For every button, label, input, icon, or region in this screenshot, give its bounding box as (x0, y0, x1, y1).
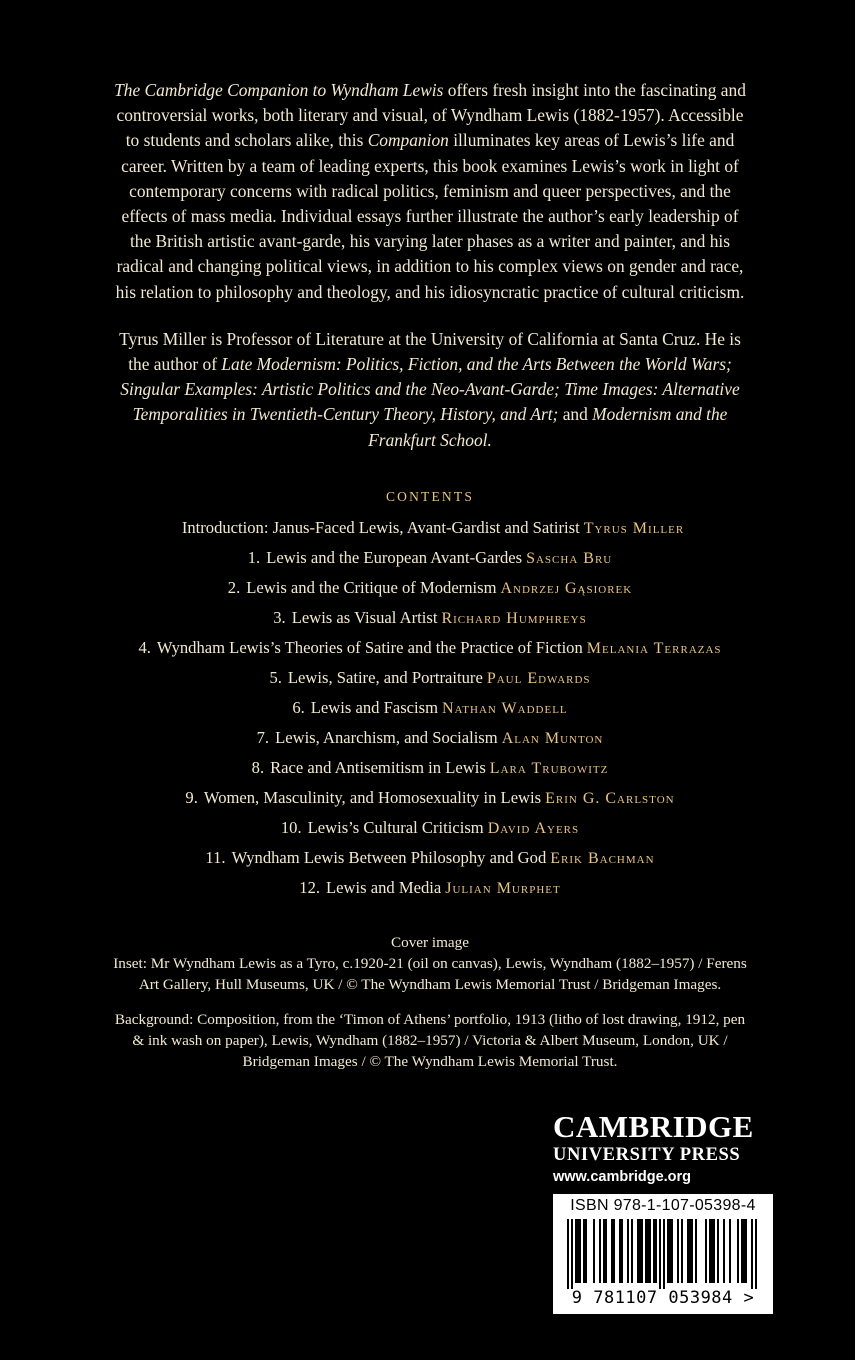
barcode-bar (655, 1219, 657, 1283)
barcode-bar (669, 1219, 671, 1283)
publisher-subname: UNIVERSITY PRESS (553, 1145, 741, 1165)
toc-item: 3. Lewis as Visual Artist Richard Humphreys (273, 608, 587, 627)
publisher-logo (553, 1110, 775, 1188)
contributor-name: Lara Trubowitz (489, 760, 609, 777)
contributor-name: Tyrus Miller (583, 520, 685, 537)
toc-item: 8. Race and Antisemitism in Lewis Lara Trubowitz (251, 758, 609, 777)
book-description (110, 78, 750, 453)
barcode-bar (649, 1219, 651, 1283)
barcode-bar (621, 1219, 623, 1283)
barcode-bar (653, 1219, 655, 1283)
toc-item: 11. Wyndham Lewis Between Philosophy and God Erik Bachman (205, 848, 655, 867)
toc-item: 10. Lewis’s Cultural Criticism David Ayers (280, 818, 580, 837)
cover-credits (110, 932, 750, 1072)
barcode-bar (631, 1219, 633, 1283)
barcode-bar (575, 1219, 577, 1283)
barcode-bar (605, 1219, 607, 1283)
barcode-bar (583, 1219, 585, 1283)
barcode-bar (711, 1219, 713, 1283)
barcode-bar (645, 1219, 647, 1283)
barcode-bar (671, 1219, 673, 1283)
barcode-bar (613, 1219, 615, 1283)
contributor-name: Paul Edwards (486, 670, 591, 687)
contributor-name: Sascha Bru (526, 550, 613, 567)
book-title: The Cambridge Companion to Wyndham Lewis (114, 80, 444, 100)
barcode-bar (647, 1219, 649, 1283)
barcode-bar (667, 1219, 669, 1283)
toc-item: 7. Lewis, Anarchism, and Socialism Alan Munton (256, 728, 604, 747)
toc-item: 9. Women, Masculinity, and Homosexuality in Lewis Erin G. Carlston (185, 788, 675, 807)
barcode-bar (705, 1219, 707, 1283)
barcode-bar (737, 1219, 739, 1283)
inset-credit: Inset: Mr Wyndham Lewis as a Tyro, c.1920-21 (oil on canvas), Lewis, Wyndham (1882–1957) / Ferens Art Gallery, Hull Museums, UK / © The Wyndham Lewis Memorial Trust / Bridgeman Images. (113, 955, 747, 993)
contributor-name: Erik Bachman (550, 850, 655, 867)
barcode-bar (663, 1219, 665, 1289)
barcode-bar (689, 1219, 691, 1283)
background-credit: Background: Composition, from the ‘Timon of Athens’ portfolio, 1913 (litho of lost drawing, 1912, pen & ink wash on paper), Lewis, Wyndham (1882–1957) / Victoria & Albert Museum, London, UK / Bridgeman Images / © The Wyndham Lewis Memorial Trust. (114, 1011, 746, 1070)
barcode-bar (723, 1219, 725, 1283)
barcode-digits: 9 781107 053984 > (571, 1288, 755, 1308)
contributor-name: Erin G. Carlston (545, 790, 675, 807)
barcode-bar (593, 1219, 595, 1283)
barcode-bar (695, 1219, 697, 1283)
toc-item: 2. Lewis and the Critique of Modernism Andrzej Gąsiorek (227, 578, 633, 597)
contributor-name: Richard Humphreys (441, 610, 587, 627)
toc-item: Introduction: Janus-Faced Lewis, Avant-Gardist and Satirist Tyrus Miller (181, 518, 685, 537)
publisher-name: CAMBRIDGE (553, 1109, 754, 1144)
barcode-bar (637, 1219, 639, 1283)
table-of-contents (60, 482, 800, 903)
isbn-label: ISBN 978-1-107-05398-4 (570, 1197, 756, 1214)
contributor-name: David Ayers (487, 820, 580, 837)
toc-item: 4. Wyndham Lewis’s Theories of Satire and the Practice of Fiction Melania Terrazas (138, 638, 722, 657)
barcode-bar (681, 1219, 683, 1283)
barcode-bar (755, 1219, 757, 1289)
barcode-bar (567, 1219, 569, 1289)
toc-item: 12. Lewis and Media Julian Murphet (299, 878, 561, 897)
barcode-bar (709, 1219, 711, 1283)
contributor-name: Julian Murphet (445, 880, 561, 897)
barcode-bar (603, 1219, 605, 1283)
barcode-bar (577, 1219, 579, 1283)
contributor-name: Andrzej Gąsiorek (500, 580, 633, 597)
barcode-bar (743, 1219, 745, 1283)
barcode-bar (627, 1219, 629, 1283)
barcode-panel (553, 1194, 773, 1314)
barcode-bars (567, 1219, 759, 1289)
barcode-bar (611, 1219, 613, 1283)
contents-heading: CONTENTS (385, 489, 475, 504)
barcode-bar (687, 1219, 689, 1283)
barcode-bar (585, 1219, 587, 1283)
publisher-url: www.cambridge.org (553, 1169, 692, 1185)
toc-item: 6. Lewis and Fascism Nathan Waddell (292, 698, 568, 717)
barcode-bar (599, 1219, 601, 1283)
barcode-bar (659, 1219, 661, 1289)
barcode-bar (619, 1219, 621, 1283)
barcode-bar (729, 1219, 731, 1283)
barcode-bar (571, 1219, 573, 1289)
barcode-bar (751, 1219, 753, 1289)
barcode-bar (579, 1219, 581, 1283)
barcode-bar (691, 1219, 693, 1283)
toc-item: 1. Lewis and the European Avant-Gardes Sascha Bru (247, 548, 613, 567)
barcode-bar (713, 1219, 715, 1283)
toc-item: 5. Lewis, Satire, and Portraiture Paul Edwards (269, 668, 591, 687)
barcode-bar (641, 1219, 643, 1283)
barcode-bar (639, 1219, 641, 1283)
barcode-bar (741, 1219, 743, 1283)
contributor-name: Alan Munton (501, 730, 604, 747)
barcode-bar (717, 1219, 719, 1283)
barcode-bar (677, 1219, 679, 1283)
author-bio: Tyrus Miller is Professor of Literature at the University of California at Santa Cruz. He is the author of Late Modernism: Politics, Fiction, and the Arts Between the World Wars; Singular Examples: Artistic Politics and the Neo-Avant-Garde; Time Images: Alternative Temporalities in Twentieth-Century Theory, History, and Art; and Modernism and the Frankfurt School. (119, 328, 741, 450)
contributor-name: Nathan Waddell (442, 700, 568, 717)
cover-credits-heading: Cover image (390, 934, 470, 951)
description-paragraph: The Cambridge Companion to Wyndham Lewis offers fresh insight into the fascinating and controversial works, both literary and visual, of Wyndham Lewis (1882-1957). Accessible to students and scholars alike, this Companion illuminates key areas of Lewis’s life and career. Written by a team of leading experts, this book examines Lewis’s work in light of contemporary concerns with radical politics, feminism and queer perspectives, and the effects of mass media. Individual essays further illustrate the author’s early leadership of the British artistic avant-garde, his varying later phases as a writer and painter, and his radical and changing political views, in addition to his complex views on gender and race, his relation to philosophy and theology, and his idiosyncratic practice of cultural criticism. (114, 80, 746, 302)
barcode-bar (745, 1219, 747, 1283)
contributor-name: Melania Terrazas (586, 640, 722, 657)
